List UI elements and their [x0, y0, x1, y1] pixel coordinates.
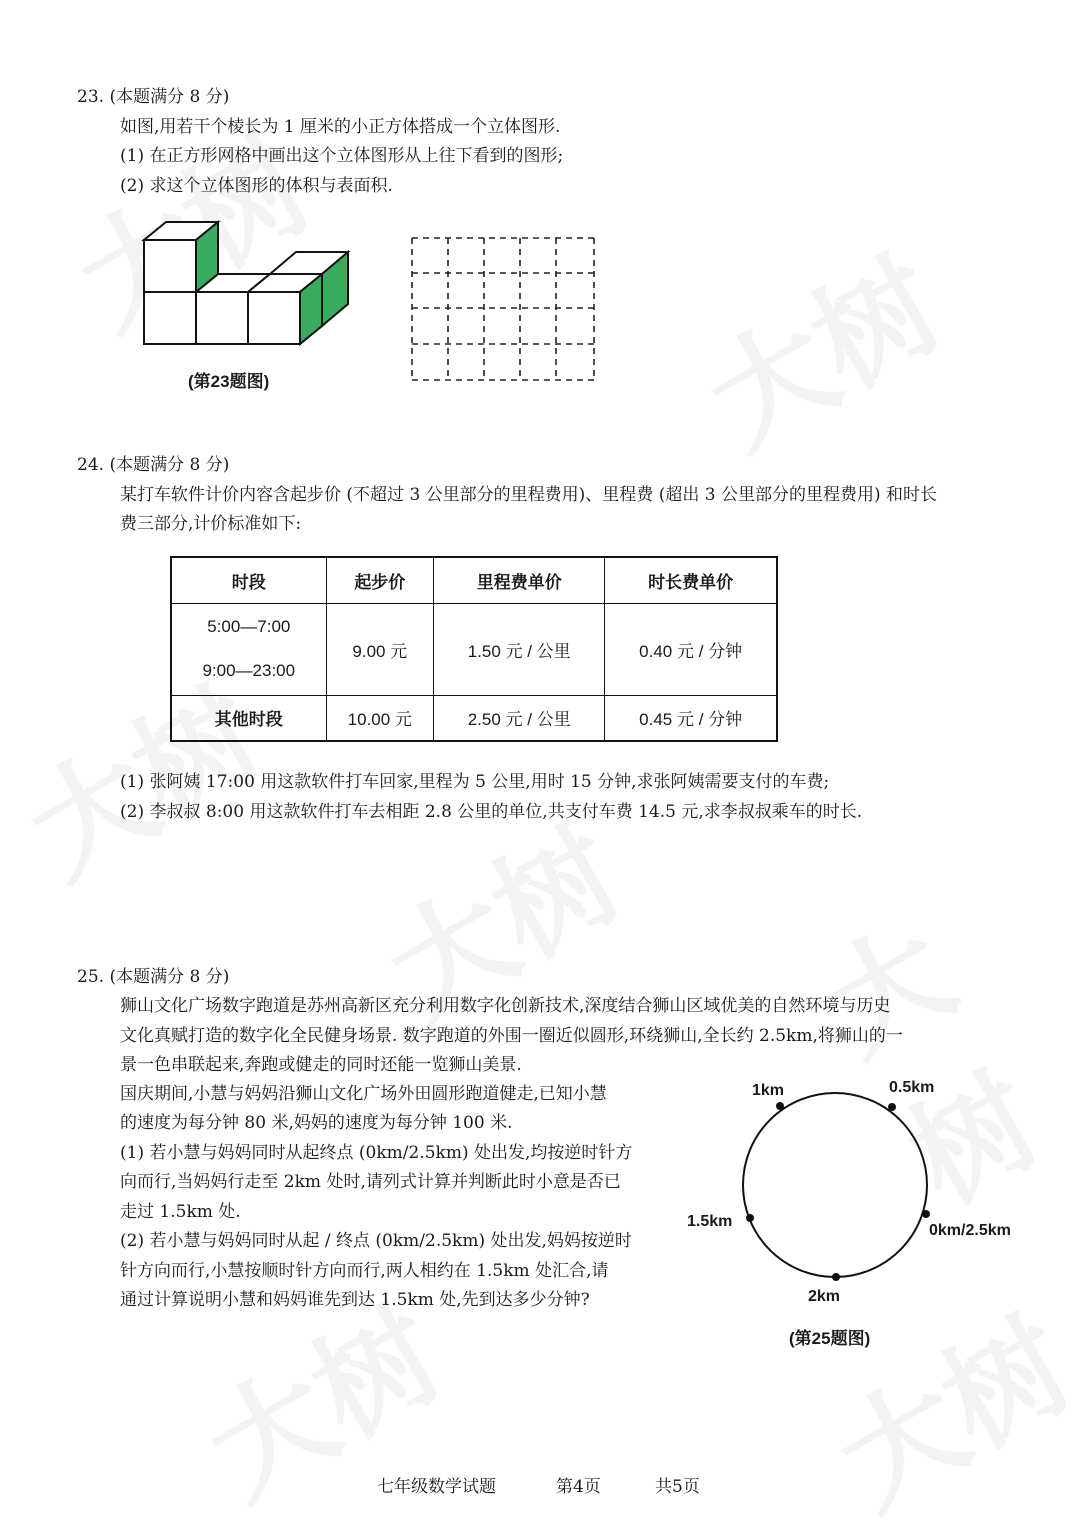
q25-sub1: 向而行,当妈妈行走至 2km 处时,请列式计算并判断此时小意是否已 — [120, 1172, 621, 1192]
q23-dashed-grid[interactable] — [410, 236, 596, 384]
q24-header: 24. (本题满分 8 分) — [77, 455, 230, 475]
footer-total: 共5页 — [655, 1477, 700, 1497]
row2-mileage: 2.50 元 / 公里 — [434, 695, 605, 741]
header-period: 时段 — [171, 557, 326, 603]
q25-caption: (第25题图) — [789, 1329, 871, 1348]
label-0km: 0km/2.5km — [929, 1222, 1011, 1239]
fee-table — [170, 556, 778, 742]
label-1km: 1km — [752, 1082, 785, 1099]
q23-cube-figure — [140, 218, 356, 348]
watermark — [673, 212, 967, 481]
q24-line1: 某打车软件计价内容含起步价 (不超过 3 公里部分的里程费用)、里程费 (超出 3 公里部分的里程费用) 和时长 — [120, 485, 937, 505]
footer-subject: 七年级数学试题 — [377, 1477, 496, 1497]
point-1km — [776, 1102, 784, 1110]
point-0-5km — [888, 1103, 896, 1111]
q25-para: 文化真赋打造的数字化全民健身场景. 数字跑道的外围一圈近似圆形,环绕狮山,全长约 2.5km,将狮山的一 — [120, 1026, 903, 1046]
row1-mileage: 1.50 元 / 公里 — [434, 603, 605, 695]
footer-page: 第4页 — [556, 1477, 601, 1497]
q25-header: 25. (本题满分 8 分) — [77, 967, 230, 987]
track-circle — [740, 1090, 940, 1290]
period-b: 9:00—23:00 — [202, 661, 296, 680]
label-2km: 2km — [808, 1288, 841, 1305]
header-start: 起步价 — [326, 557, 434, 603]
row1-start: 9.00 元 — [326, 603, 434, 695]
header-time: 时长费单价 — [605, 557, 777, 603]
q25-para: 狮山文化广场数字跑道是苏州高新区充分利用数字化创新技术,深度结合狮山区域优美的自然环境与历史 — [120, 996, 891, 1016]
header-mileage: 里程费单价 — [434, 557, 605, 603]
label-0-5km: 0.5km — [889, 1079, 935, 1096]
q25-sub1: 走过 1.5km 处. — [120, 1202, 241, 1222]
point-2km — [832, 1273, 840, 1281]
row2-start: 10.00 元 — [326, 695, 434, 741]
row2-time: 0.45 元 / 分钟 — [605, 695, 777, 741]
q25-sub2: (2) 若小慧与妈妈同时从起 / 终点 (0km/2.5km) 处出发,妈妈按逆时 — [120, 1231, 632, 1251]
q24-line2: 费三部分,计价标准如下: — [120, 514, 302, 534]
q23-line1: 如图,用若干个棱长为 1 厘米的小正方体搭成一个立体图形. — [120, 117, 561, 137]
q25-para: 景一色串联起来,奔跑或健走的同时还能一览狮山美景. — [120, 1055, 522, 1075]
period-a: 5:00—7:00 — [207, 617, 291, 636]
row1-period — [171, 603, 326, 695]
q23-line3: (2) 求这个立体图形的体积与表面积. — [120, 176, 393, 196]
point-1-5km — [746, 1214, 754, 1222]
q25-sub2: 针方向而行,小慧按顺时针方向而行,两人相约在 1.5km 处汇合,请 — [120, 1261, 609, 1281]
q23-caption: (第23题图) — [188, 372, 270, 391]
q25-para: 国庆期间,小慧与妈妈沿狮山文化广场外田圆形跑道健走,已知小慧 — [120, 1084, 607, 1104]
row1-time: 0.40 元 / 分钟 — [605, 603, 777, 695]
q23-header: 23. (本题满分 8 分) — [77, 87, 230, 107]
q25-sub2: 通过计算说明小慧和妈妈谁先到达 1.5km 处,先到达多少分钟? — [120, 1290, 590, 1310]
label-1-5km: 1.5km — [687, 1213, 733, 1230]
point-0km — [922, 1210, 930, 1218]
row2-period: 其他时段 — [171, 695, 326, 741]
q25-para: 的速度为每分钟 80 米,妈妈的速度为每分钟 100 米. — [120, 1113, 513, 1133]
q24-sub1: (1) 张阿姨 17:00 用这款软件打车回家,里程为 5 公里,用时 15 分钟,求张阿姨需要支付的车费; — [120, 772, 830, 792]
q23-line2: (1) 在正方形网格中画出这个立体图形从上往下看到的图形; — [120, 146, 564, 166]
watermark — [803, 1272, 1080, 1540]
q25-sub1: (1) 若小慧与妈妈同时从起终点 (0km/2.5km) 处出发,均按逆时针方 — [120, 1143, 633, 1163]
q24-sub2: (2) 李叔叔 8:00 用这款软件打车去相距 2.8 公里的单位,共支付车费 14.5 元,求李叔叔乘车的时长. — [120, 802, 863, 822]
